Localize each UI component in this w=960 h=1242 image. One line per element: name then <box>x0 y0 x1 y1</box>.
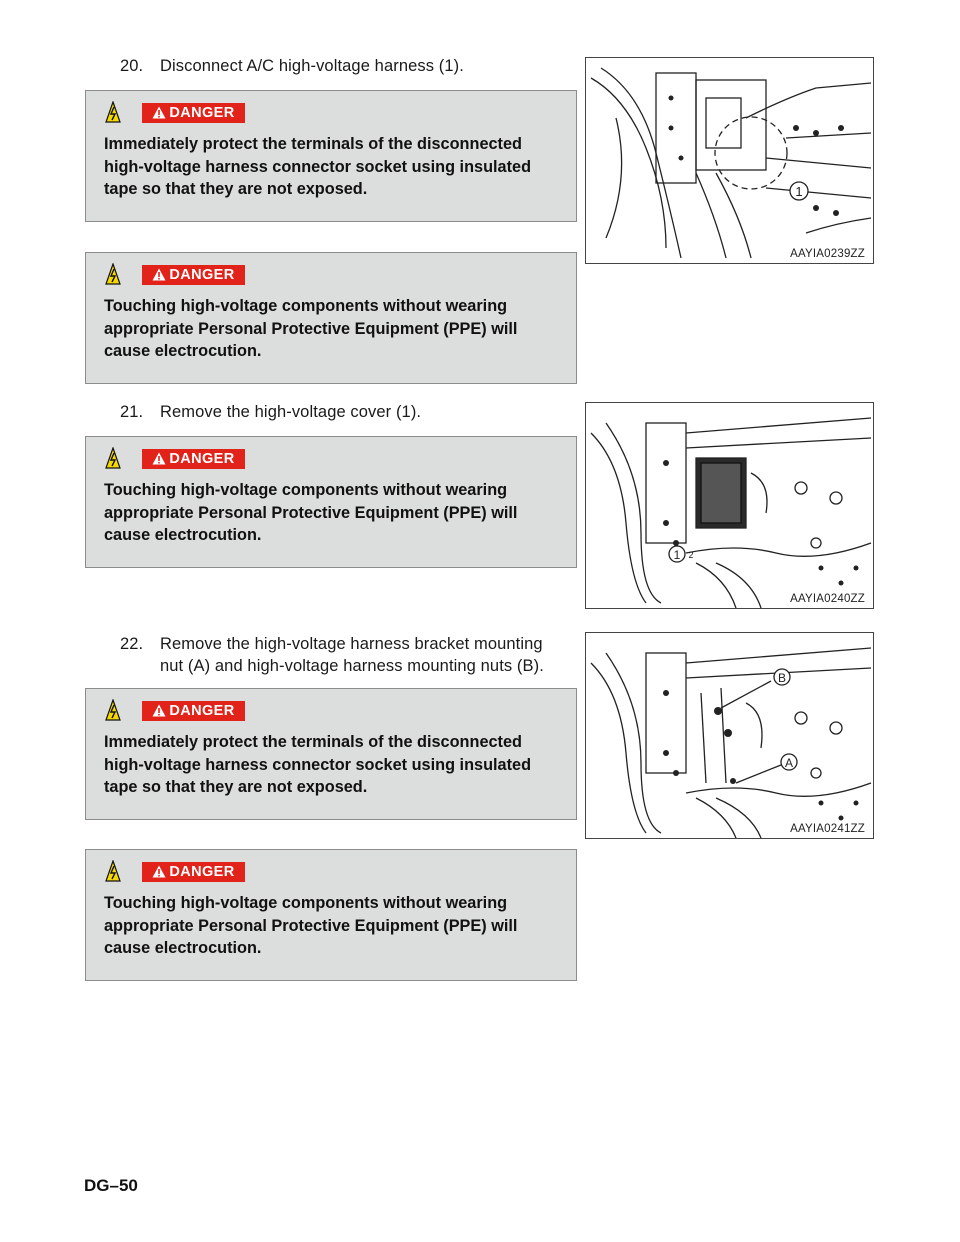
danger-message: Touching high-voltage components without wearing appropriate Personal Protective Equipment (PPE) will cause electrocution. <box>104 297 518 360</box>
high-voltage-bolt-icon <box>105 699 121 721</box>
step-number: 22. <box>120 635 144 653</box>
danger-message: Touching high-voltage components without wearing appropriate Personal Protective Equipment (PPE) will cause electrocution. <box>104 481 518 544</box>
high-voltage-bolt-icon <box>105 860 121 882</box>
figure-aayia0241zz <box>585 632 874 839</box>
danger-box <box>85 252 577 384</box>
page-label: DG–50 <box>84 1176 138 1195</box>
figure-code: AAYIA0239ZZ <box>790 248 865 260</box>
callout-label: 1 <box>795 184 803 199</box>
warning-triangle-icon <box>152 106 166 119</box>
high-voltage-bolt-icon <box>105 101 121 123</box>
warning-triangle-icon <box>152 452 166 465</box>
callout-label: 2 <box>688 550 694 560</box>
hv-cover-illustration <box>586 403 874 609</box>
figure-code: AAYIA0240ZZ <box>790 593 865 605</box>
warning-triangle-icon <box>152 704 166 717</box>
hv-harness-illustration <box>586 58 874 264</box>
danger-box <box>85 90 577 222</box>
danger-label: DANGER <box>169 451 235 467</box>
danger-label: DANGER <box>169 703 235 719</box>
step-text: Remove the high-voltage cover (1). <box>160 403 422 421</box>
step-number: 21. <box>120 403 144 421</box>
danger-message: Immediately protect the terminals of the disconnected high-voltage harness connector socket using insulated tape so that they are not exposed. <box>104 733 532 796</box>
danger-badge <box>142 701 245 721</box>
danger-badge <box>142 862 245 882</box>
hv-harness-nuts-illustration <box>586 633 874 839</box>
step-text: Remove the high-voltage harness bracket mounting nut (A) and high-voltage harness mounting nuts (B). <box>160 635 544 675</box>
danger-label: DANGER <box>169 105 235 121</box>
callout-label: 1 <box>673 548 681 562</box>
callout-label: A <box>784 756 794 770</box>
warning-triangle-icon <box>152 268 166 281</box>
danger-box <box>85 436 577 568</box>
figure-aayia0239zz <box>585 57 874 264</box>
danger-message: Touching high-voltage components without wearing appropriate Personal Protective Equipment (PPE) will cause electrocution. <box>104 894 518 957</box>
step-text: Disconnect A/C high-voltage harness (1). <box>160 57 464 75</box>
high-voltage-bolt-icon <box>105 447 121 469</box>
step-number: 20. <box>120 57 144 75</box>
danger-label: DANGER <box>169 864 235 880</box>
danger-box <box>85 849 577 981</box>
danger-badge <box>142 449 245 469</box>
figure-aayia0240zz <box>585 402 874 609</box>
high-voltage-bolt-icon <box>105 263 121 285</box>
danger-message: Immediately protect the terminals of the disconnected high-voltage harness connector socket using insulated tape so that they are not exposed. <box>104 135 532 198</box>
danger-label: DANGER <box>169 267 235 283</box>
danger-badge <box>142 265 245 285</box>
figure-code: AAYIA0241ZZ <box>790 823 865 835</box>
danger-badge <box>142 103 245 123</box>
danger-box <box>85 688 577 820</box>
callout-label: B <box>777 671 787 685</box>
warning-triangle-icon <box>152 865 166 878</box>
